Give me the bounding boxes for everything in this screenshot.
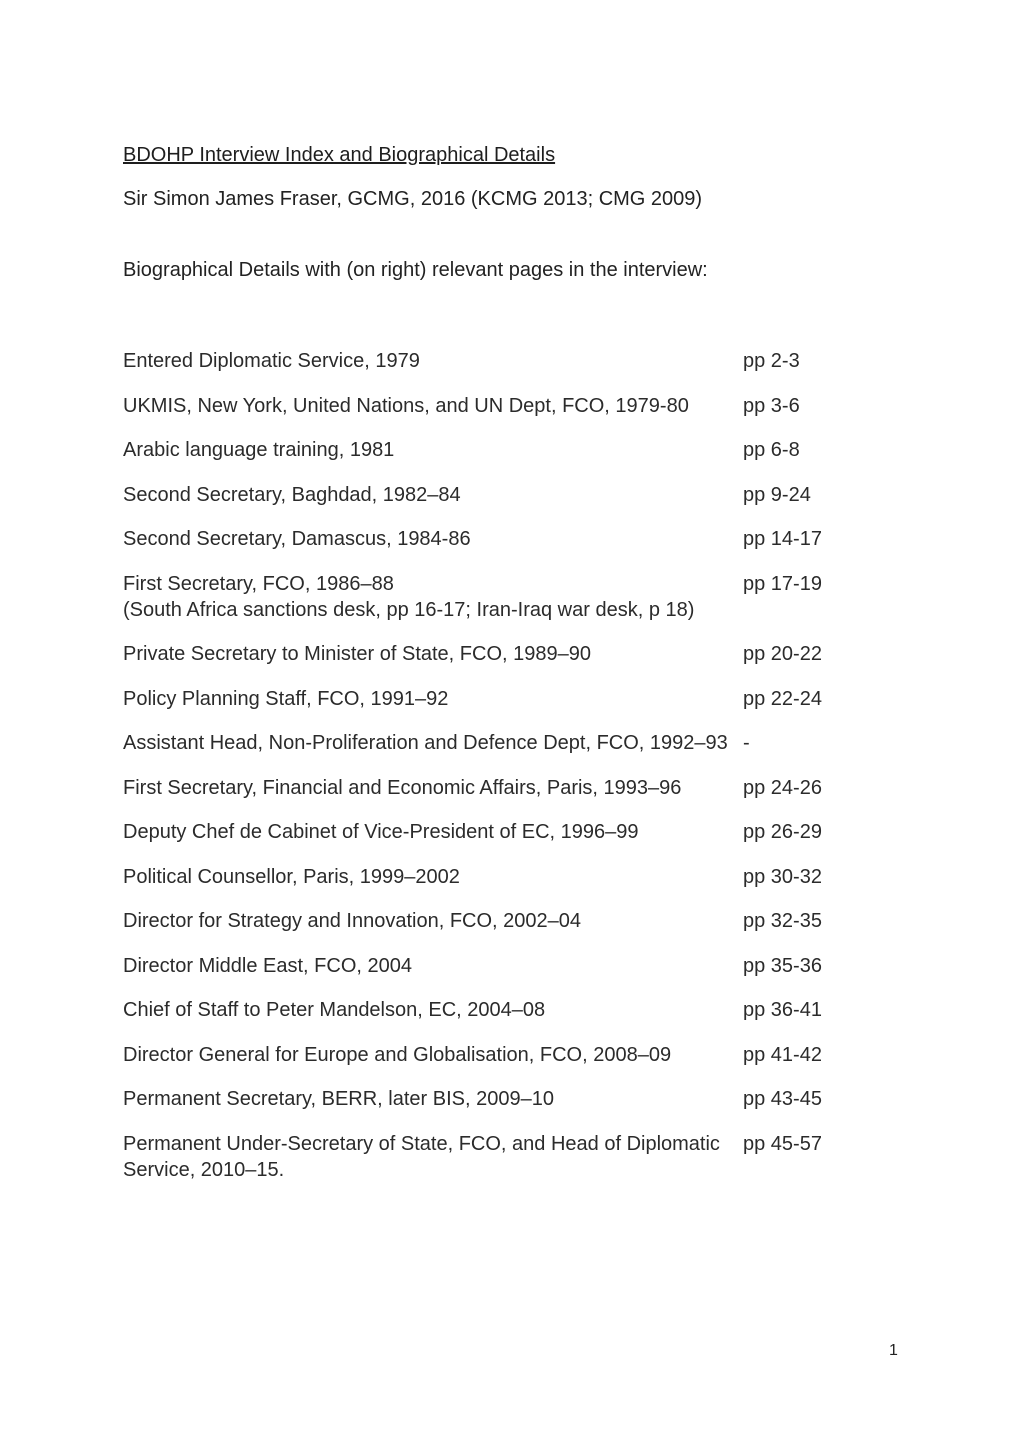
role-text: Permanent Secretary, BERR, later BIS, 2009–10 [123, 1088, 554, 1110]
list-item [123, 526, 883, 552]
list-item [123, 482, 883, 508]
page-reference: pp 36-41 [743, 999, 822, 1021]
biography-list [123, 348, 883, 1201]
document-title: BDOHP Interview Index and Biographical Details [123, 144, 556, 166]
page-reference: pp 41-42 [743, 1043, 822, 1066]
role-text: UKMIS, New York, United Nations, and UN Dept, FCO, 1979-80 [123, 394, 689, 417]
page-reference: pp 17-19 [743, 572, 822, 595]
page-reference: pp 32-35 [743, 910, 822, 932]
role-text: Second Secretary, Baghdad, 1982–84 [123, 483, 461, 506]
list-item [123, 819, 883, 845]
page-reference: pp 24-26 [743, 776, 822, 799]
list-item [123, 730, 883, 756]
list-item [123, 864, 883, 890]
page-reference: pp 9-24 [743, 483, 811, 506]
list-item [123, 1086, 883, 1112]
page-reference: pp 2-3 [743, 350, 800, 372]
list-item [123, 1042, 883, 1068]
list-item [123, 686, 883, 712]
role-block [123, 571, 743, 623]
page-reference: - [743, 732, 750, 754]
role-text: Second Secretary, Damascus, 1984-86 [123, 528, 471, 550]
page-reference: pp 43-45 [743, 1088, 822, 1110]
role-text: Political Counsellor, Paris, 1999–2002 [123, 865, 460, 888]
role-text: Director Middle East, FCO, 2004 [123, 954, 412, 977]
page-reference: pp 3-6 [743, 394, 800, 417]
role-text: Director General for Europe and Globalisation, FCO, 2008–09 [123, 1043, 672, 1066]
page-reference: pp 20-22 [743, 643, 822, 665]
role-text: Entered Diplomatic Service, 1979 [123, 350, 420, 372]
role-text: Director for Strategy and Innovation, FCO, 2002–04 [123, 910, 582, 932]
intro-text: Biographical Details with (on right) relevant pages in the interview: [123, 259, 708, 281]
role-text: First Secretary, FCO, 1986–88 [123, 572, 394, 595]
role-text: Assistant Head, Non-Proliferation and Defence Dept, FCO, 1992–93 [123, 732, 728, 754]
list-item [123, 348, 883, 374]
role-text: Private Secretary to Minister of State, FCO, 1989–90 [123, 643, 591, 665]
list-item [123, 571, 883, 623]
list-item [123, 437, 883, 463]
role-text: Policy Planning Staff, FCO, 1991–92 [123, 687, 449, 710]
list-item [123, 1131, 883, 1183]
role-text: Arabic language training, 1981 [123, 439, 395, 461]
page-reference: pp 22-24 [743, 687, 822, 710]
list-item [123, 641, 883, 667]
page-reference: pp 26-29 [743, 821, 822, 843]
list-item [123, 393, 883, 419]
list-item [123, 775, 883, 801]
page-reference: pp 35-36 [743, 954, 822, 977]
role-text: First Secretary, Financial and Economic Affairs, Paris, 1993–96 [123, 776, 682, 799]
list-item [123, 908, 883, 934]
role-text: Deputy Chef de Cabinet of Vice-President of EC, 1996–99 [123, 821, 639, 843]
page-reference: pp 30-32 [743, 865, 822, 888]
page-reference: pp 14-17 [743, 528, 822, 550]
page-number: 1 [889, 1342, 898, 1359]
role-note: (South Africa sanctions desk, pp 16-17; Iran-Iraq war desk, p 18) [123, 598, 695, 621]
list-item [123, 953, 883, 979]
list-item [123, 997, 883, 1023]
role-text: Chief of Staff to Peter Mandelson, EC, 2004–08 [123, 999, 546, 1021]
page-reference: pp 6-8 [743, 439, 800, 461]
page-reference: pp 45-57 [743, 1132, 822, 1155]
role-text: Permanent Under-Secretary of State, FCO, and Head of Diplomatic Service, 2010–15. [123, 1132, 720, 1181]
interviewee-name: Sir Simon James Fraser, GCMG, 2016 (KCMG 2013; CMG 2009) [123, 188, 703, 210]
